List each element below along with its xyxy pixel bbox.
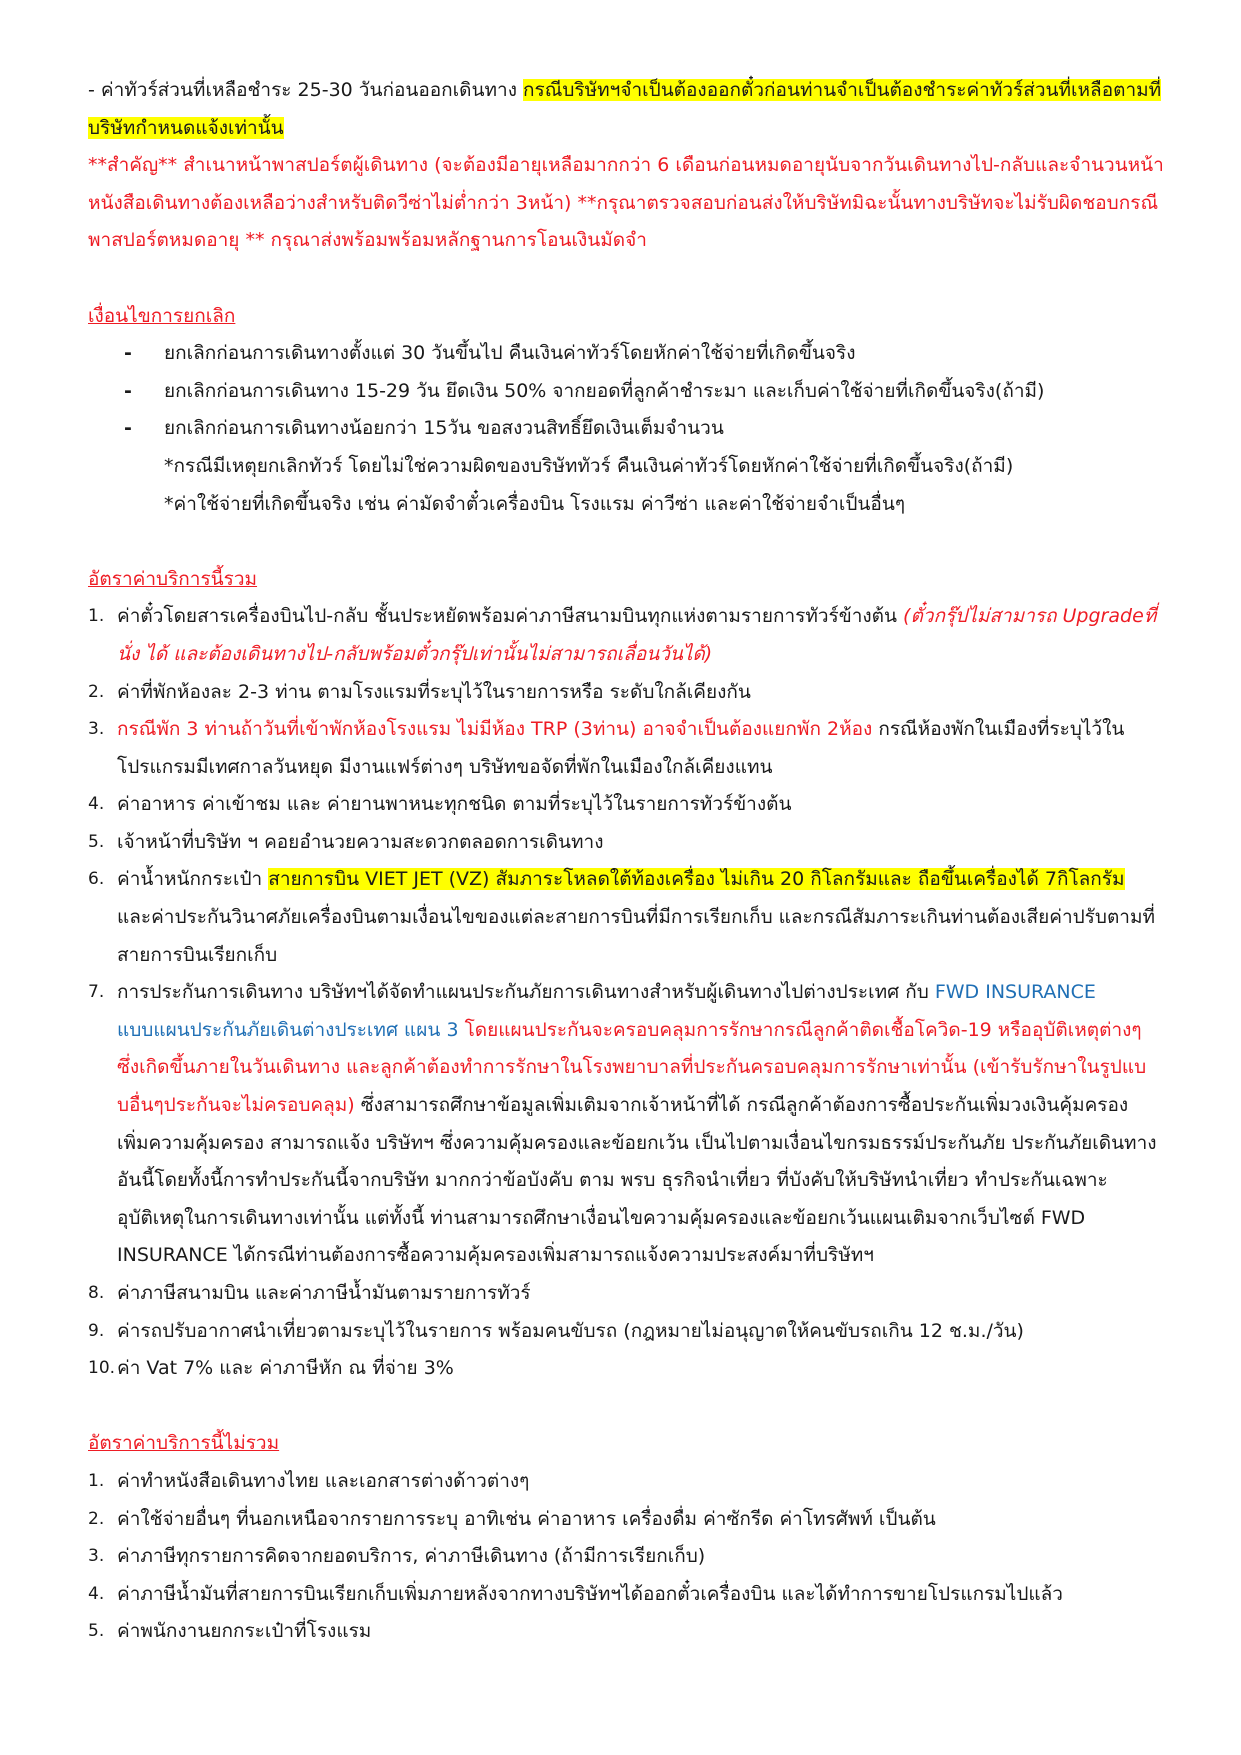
included-item-4: 4. ค่าอาหาร ค่าเข้าชม และ ค่ายานพาหนะทุกชนิด ตามที่ระบุไว้ในรายการทัวร์ข้างต้น	[88, 786, 1164, 824]
included-item-5: 5. เจ้าหน้าที่บริษัท ฯ คอยอำนวยความสะดวกตลอดการเดินทาง	[88, 824, 1164, 862]
excluded-item: 1. ค่าทำหนังสือเดินทางไทย และเอกสารต่างด้าวต่างๆ	[88, 1463, 1164, 1501]
included-item-8: 8. ค่าภาษีสนามบิน และค่าภาษีน้ำมันตามรายการทัวร์	[88, 1275, 1164, 1313]
list-number: 4.	[88, 794, 105, 815]
included-item-6: 6. ค่าน้ำหนักกระเป๋า สายการบิน VIET JET (VZ) สัมภาระโหลดใต้ท้องเครื่อง ไม่เกิน 20 กิโลกรัมและ ถือขึ้นเครื่องได้ 7กิโลกรัม และค่าประกันวินาศภัยเครื่องบินตามเงื่อนไขของแต่ละสายการบินที่มีการเรียกเก็บ และกรณีสัมภาระเกินท่านต้องเสียค่าปรับตามที่สายการบินเรียกเก็บ	[88, 861, 1164, 974]
list-number: 2.	[88, 681, 105, 702]
cancel-item: - ยกเลิกก่อนการเดินทาง 15-29 วัน ยึดเงิน 50% จากยอดที่ลูกค้าชำระมา และเก็บค่าใช้จ่ายที่เกิดขึ้นจริง(ถ้ามี)	[88, 373, 1164, 411]
included-item-9: 9. ค่ารถปรับอากาศนำเที่ยวตามระบุไว้ในรายการ พร้อมคนขับรถ (กฎหมายไม่อนุญาตให้คนขับรถเกิน 12 ช.ม./วัน)	[88, 1313, 1164, 1351]
list-number: 6.	[88, 869, 105, 890]
excluded-item: 2. ค่าใช้จ่ายอื่นๆ ที่นอกเหนือจากรายการระบุ อาทิเช่น ค่าอาหาร เครื่องดื่ม ค่าซักรีด ค่าโทรศัพท์ เป็นต้น	[88, 1501, 1164, 1539]
list-dash: -	[124, 342, 132, 365]
excluded-item: 5. ค่าพนักงานยกกระเป๋าที่โรงแรม	[88, 1613, 1164, 1651]
included-heading: อัตราค่าบริการนี้รวม	[88, 567, 258, 590]
list-number: 2.	[88, 1508, 105, 1529]
payment-paragraph	[88, 72, 1164, 147]
list-number: 3.	[88, 1546, 105, 1567]
cancel-item: - ยกเลิกก่อนการเดินทางตั้งแต่ 30 วันขึ้นไป คืนเงินค่าทัวร์โดยหักค่าใช้จ่ายที่เกิดขึ้นจริง	[88, 335, 1164, 373]
list-number: 8.	[88, 1283, 105, 1303]
payment-text: - ค่าทัวร์ส่วนที่เหลือชำระ 25-30 วันก่อนออกเดินทาง	[88, 79, 524, 101]
included-item-10: 10. ค่า Vat 7% และ ค่าภาษีหัก ณ ที่จ่าย 3%	[88, 1350, 1164, 1388]
list-number: 3.	[88, 719, 105, 740]
list-dash: -	[124, 417, 132, 440]
included-item-1: 1. ค่าตั๋วโดยสารเครื่องบินไป-กลับ ชั้นประหยัดพร้อมค่าภาษีสนามบินทุกแห่งตามรายการทัวร์ข้างต้น (ตั๋วกรุ๊ปไม่สามารถ Upgradeที่นั่ง ได้ และต้องเดินทางไป-กลับพร้อมตั๋วกรุ๊ปเท่านั้นไม่สามารถเลื่อนวันได้)	[88, 598, 1164, 673]
important-note: **สำคัญ** สำเนาหน้าพาสปอร์ตผู้เดินทาง (จะต้องมีอายุเหลือมากกว่า 6 เดือนก่อนหมดอายุนับจากวันเดินทางไป-กลับและจำนวนหน้าหนังสือเดินทางต้องเหลือว่างสำหรับติดวีซ่าไม่ต่ำกว่า 3หน้า) **กรุณาตรวจสอบก่อนส่งให้บริษัทมิฉะนั้นทางบริษัทจะไม่รับผิดชอบกรณีพาสปอร์ตหมดอายุ ** กรุณาส่งพร้อมพร้อมหลักฐานการโอนเงินมัดจำ	[88, 154, 1164, 252]
list-number: 5.	[88, 1621, 105, 1642]
excluded-heading: อัตราค่าบริการนี้ไม่รวม	[88, 1432, 280, 1455]
cancel-heading: เงื่อนไขการยกเลิก	[88, 304, 236, 327]
list-number: 4.	[88, 1583, 105, 1604]
list-number: 7.	[88, 982, 105, 1003]
included-item-7: 7. การประกันการเดินทาง บริษัทฯได้จัดทำแผนประกันภัยการเดินทางสำหรับผู้เดินทางไปต่างประเทศ กับ FWD INSURANCE แบบแผนประกันภัยเดินต่างประเทศ แผน 3 โดยแผนประกันจะครอบคลุมการรักษากรณีลูกค้าติดเชื้อโควิด-19 หรืออุบัติเหตุต่างๆ ซึ่งเกิดขึ้นภายในวันเดินทาง และลูกค้าต้องทำการรักษาในโรงพยาบาลที่ประกันครอบคลุมการรักษาเท่านั้น (เข้ารับรักษาในรูปแบบอื่นๆประกันจะไม่ครอบคลุม) ซึ่งสามารถศึกษาข้อมูลเพิ่มเติมจากเจ้าหน้าที่ได้ กรณีลูกค้าต้องการซื้อประกันเพิ่มวงเงินคุ้มครอง เพิ่มความคุ้มครอง สามารถแจ้ง บริษัทฯ ซึ่งความคุ้มครองและข้อยกเว้น เป็นไปตามเงื่อนไขกรมธรรม์ประกันภัย ประกันภัยเดินทางอันนี้โดยทั้งนี้การทำประกันนี้จากบริษัท มากกว่าข้อบังคับ ตาม พรบ ธุรกิจนำเที่ยว ที่บังคับให้บริษัทนำเที่ยว ทำประกันเฉพาะอุบัติเหตุในการเดินทางเท่านั้น แต่ทั้งนี้ ท่านสามารถศึกษาเงื่อนไขความคุ้มครองและข้อยกเว้นแผนเติมจากเว็บไซต์ FWD INSURANCE ได้กรณีท่านต้องการซื้อความคุ้มครองเพิ่มสามารถแจ้งความประสงค์มาที่บริษัทฯ	[88, 974, 1164, 1275]
list-number: 10.	[88, 1358, 116, 1379]
cancel-note: *กรณีมีเหตุยกเลิกทัวร์ โดยไม่ใช่ความผิดของบริษัททัวร์ คืนเงินค่าทัวร์โดยหักค่าใช้จ่ายที่เกิดขึ้นจริง(ถ้ามี)	[164, 454, 1014, 477]
list-number: 9.	[88, 1320, 105, 1341]
list-dash: -	[124, 379, 132, 402]
included-item-3: 3. กรณีพัก 3 ท่านถ้าวันที่เข้าพักห้องโรงแรม ไม่มีห้อง TRP (3ท่าน) อาจจำเป็นต้องแยกพัก 2ห้อง กรณีห้องพักในเมืองที่ระบุไว้ในโปรแกรมมีเทศกาลวันหยุด มีงานแฟร์ต่างๆ บริษัทขอจัดที่พักในเมืองใกล้เคียงแทน	[88, 711, 1164, 786]
payment-highlight: กรณีบริษัทฯจำเป็นต้องออกตั๋วก่อนท่านจำเป็นต้องชำระค่าทัวร์ส่วนที่เหลือตามที่บริษัทกำหนดแจ้งเท่านั้น	[88, 79, 1162, 139]
list-number: 1.	[88, 1470, 105, 1491]
list-number: 5.	[88, 831, 105, 852]
included-item-2: 2. ค่าที่พักห้องละ 2-3 ท่าน ตามโรงแรมที่ระบุไว้ในรายการหรือ ระดับใกล้เคียงกัน	[88, 674, 1164, 712]
cancel-item: - ยกเลิกก่อนการเดินทางน้อยกว่า 15วัน ขอสงวนสิทธิ์ยึดเงินเต็มจำนวน	[88, 410, 1164, 448]
document-content	[88, 72, 1164, 1651]
excluded-item: 3. ค่าภาษีทุกรายการคิดจากยอดบริการ, ค่าภาษีเดินทาง (ถ้ามีการเรียกเก็บ)	[88, 1538, 1164, 1576]
cancel-note: *ค่าใช้จ่ายที่เกิดขึ้นจริง เช่น ค่ามัดจำตั๋วเครื่องบิน โรงแรม ค่าวีซ่า และค่าใช้จ่ายจำเป็นอื่นๆ	[164, 492, 906, 515]
list-number: 1.	[88, 606, 105, 627]
excluded-item: 4. ค่าภาษีน้ำมันที่สายการบินเรียกเก็บเพิ่มภายหลังจากทางบริษัทฯได้ออกตั๋วเครื่องบิน และได้ทำการขายโปรแกรมไปแล้ว	[88, 1576, 1164, 1614]
